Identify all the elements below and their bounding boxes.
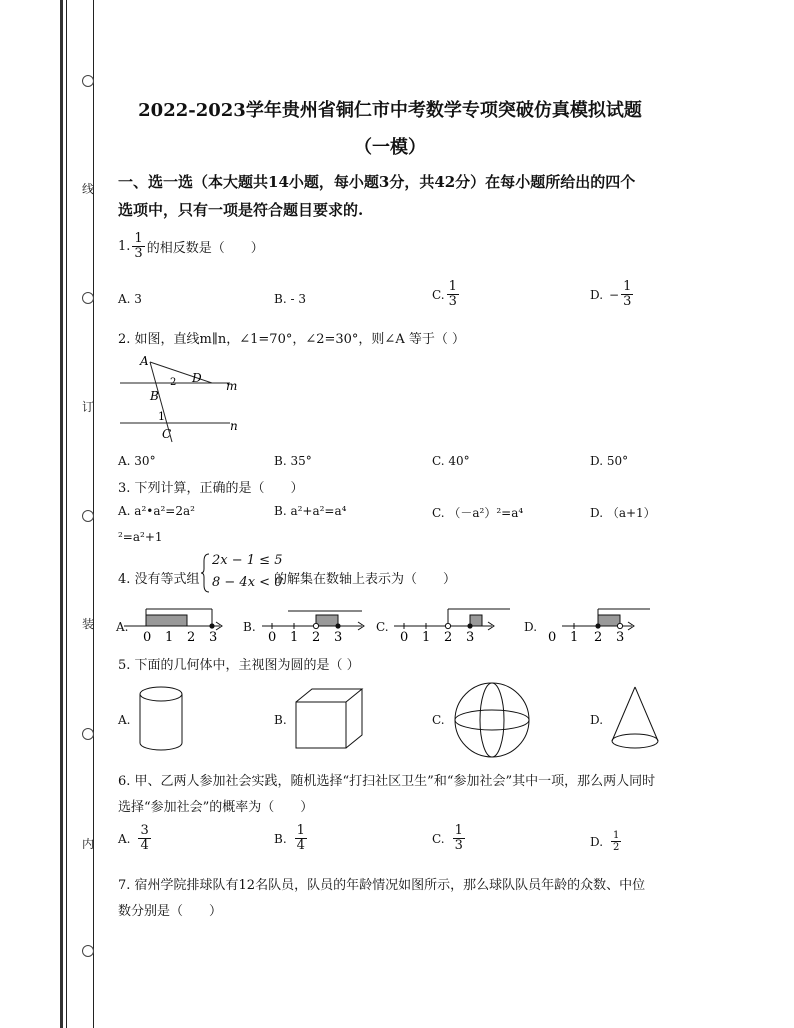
binding-hole bbox=[82, 945, 94, 957]
section-header-cont: 选项中，只有一项是符合题目要求的. bbox=[118, 201, 364, 219]
tick-label: 2 bbox=[444, 630, 453, 645]
parallel-lines-figure bbox=[112, 350, 252, 445]
numerator: 1 bbox=[623, 279, 632, 294]
margin-char: 订 bbox=[82, 400, 95, 414]
question-number: 1. bbox=[118, 239, 131, 255]
exam-subtitle: （一模） bbox=[354, 137, 426, 158]
exam-title: 2022-2023学年贵州省铜仁市中考数学专项突破仿真模拟试题 bbox=[138, 100, 642, 121]
tick-label: 3 bbox=[209, 630, 218, 645]
inequality-2: 8 − 4x < 0 bbox=[212, 575, 283, 590]
tick-label: 2 bbox=[594, 630, 603, 645]
question-4-suffix: 的解集在数轴上表示为（ ） bbox=[274, 572, 457, 587]
numerator: 3 bbox=[140, 823, 149, 838]
option-c[interactable]: C. （－a²）²=a⁴ bbox=[432, 506, 524, 520]
tick-label: 0 bbox=[268, 630, 277, 645]
tick-label: 1 bbox=[570, 630, 579, 645]
label-n: n bbox=[230, 419, 238, 433]
question-2: 2. 如图，直线m∥n，∠1=70°，∠2=30°，则∠A 等于（ ） bbox=[118, 332, 465, 347]
question-6-cont: 选择“参加社会”的概率为（ ） bbox=[118, 800, 314, 815]
fraction bbox=[453, 824, 465, 854]
question-text: 的相反数是（ ） bbox=[146, 241, 264, 257]
option-label: C. bbox=[432, 287, 445, 302]
option-label: B. bbox=[274, 831, 287, 846]
option-a[interactable]: A. 30° bbox=[118, 454, 156, 468]
option-d-cont: ²=a²+1 bbox=[118, 530, 163, 544]
option-b[interactable] bbox=[274, 824, 309, 854]
option-a[interactable]: A. bbox=[118, 713, 131, 727]
numerator: 1 bbox=[448, 279, 457, 294]
option-a[interactable] bbox=[118, 824, 153, 854]
option-d[interactable]: D. 50° bbox=[590, 454, 629, 468]
option-b[interactable]: B. a²+a²=a⁴ bbox=[274, 504, 347, 518]
cylinder-icon bbox=[136, 684, 188, 756]
fraction bbox=[621, 280, 633, 310]
tick-label: 3 bbox=[466, 630, 475, 645]
denominator: 2 bbox=[613, 842, 620, 853]
denominator: 3 bbox=[454, 838, 463, 854]
option-b[interactable]: B. bbox=[274, 713, 287, 727]
option-d[interactable]: D. bbox=[524, 620, 538, 634]
option-c[interactable]: C. 40° bbox=[432, 454, 470, 468]
denominator: 3 bbox=[134, 246, 143, 262]
brace-icon bbox=[200, 553, 212, 593]
cube-icon bbox=[292, 686, 366, 752]
question-3: 3. 下列计算，正确的是（ ） bbox=[118, 481, 304, 496]
tick-label: 2 bbox=[187, 630, 196, 645]
binding-hole bbox=[82, 510, 94, 522]
open-dot-icon bbox=[313, 623, 318, 628]
label-m: m bbox=[226, 379, 238, 393]
open-dot-icon bbox=[617, 623, 622, 628]
tick-label: 1 bbox=[422, 630, 431, 645]
margin-char: 装 bbox=[82, 617, 95, 631]
angle-2-label: 2 bbox=[170, 377, 177, 388]
option-label: D. bbox=[590, 834, 604, 849]
fraction bbox=[447, 280, 459, 310]
binding-hole bbox=[82, 75, 94, 87]
question-7: 7. 宿州学院排球队有12名队员，队员的年龄情况如图所示，那么球队队员年龄的众数、中位 bbox=[118, 878, 646, 893]
label-d: D bbox=[192, 371, 202, 385]
tick-label: 1 bbox=[290, 630, 299, 645]
option-a[interactable]: A. 3 bbox=[118, 292, 142, 306]
margin-rule bbox=[60, 0, 63, 1028]
fraction bbox=[611, 830, 621, 853]
fraction bbox=[138, 824, 150, 854]
question-4-prefix: 4. 没有等式组 bbox=[118, 572, 200, 587]
margin-rule bbox=[66, 0, 67, 1028]
option-a[interactable]: A. a²•a²=2a² bbox=[118, 504, 195, 518]
question-7-cont: 数分别是（ ） bbox=[118, 904, 223, 919]
numerator: 1 bbox=[454, 823, 463, 838]
solid-dot-icon bbox=[595, 623, 600, 628]
numerator: 1 bbox=[296, 823, 305, 838]
binding-hole bbox=[82, 728, 94, 740]
tick-label: 3 bbox=[616, 630, 625, 645]
segment-ad bbox=[150, 362, 212, 383]
angle-1-label: 1 bbox=[158, 410, 165, 423]
denominator: 4 bbox=[296, 838, 305, 854]
denominator: 4 bbox=[140, 838, 149, 854]
label-c: C bbox=[162, 427, 172, 441]
tick-label: 0 bbox=[143, 630, 152, 645]
option-c[interactable] bbox=[432, 824, 467, 854]
solid-dot-icon bbox=[209, 623, 214, 628]
option-label: A. bbox=[118, 831, 131, 846]
label-a: A bbox=[140, 354, 149, 368]
sphere-icon bbox=[452, 680, 534, 760]
fraction bbox=[295, 824, 307, 854]
numerator: 1 bbox=[613, 830, 620, 841]
tick-label: 1 bbox=[165, 630, 174, 645]
margin-char: 线 bbox=[82, 182, 95, 196]
number-line-c bbox=[392, 603, 516, 643]
tick-label: 0 bbox=[548, 630, 557, 645]
option-b[interactable]: B. 35° bbox=[274, 454, 312, 468]
number-line-d bbox=[540, 603, 654, 643]
denominator: 3 bbox=[623, 294, 632, 310]
option-a[interactable]: A. bbox=[116, 620, 129, 634]
label-b: B bbox=[150, 389, 159, 403]
solid-dot-icon bbox=[467, 623, 472, 628]
option-d[interactable]: D. （a+1） bbox=[590, 506, 656, 520]
question-6: 6. 甲、乙两人参加社会实践，随机选择“打扫社区卫生”和“参加社会”其中一项，那么两人同时 bbox=[118, 774, 656, 789]
question-1 bbox=[118, 232, 264, 262]
binding-hole bbox=[82, 292, 94, 304]
tick-label: 2 bbox=[312, 630, 321, 645]
open-dot-icon bbox=[445, 623, 450, 628]
question-5: 5. 下面的几何体中，主视图为圆的是（ ） bbox=[118, 658, 360, 673]
option-d[interactable]: D. bbox=[590, 713, 604, 727]
option-label: D. bbox=[590, 287, 604, 302]
inequality-1: 2x − 1 ≤ 5 bbox=[212, 553, 283, 568]
option-c[interactable]: C. bbox=[432, 713, 445, 727]
option-c[interactable]: C. bbox=[376, 620, 389, 634]
option-d[interactable] bbox=[590, 280, 635, 310]
number-line-b bbox=[260, 603, 370, 643]
cone-icon bbox=[608, 684, 662, 756]
fraction bbox=[132, 232, 144, 262]
margin-char: 内 bbox=[82, 837, 95, 851]
option-d[interactable] bbox=[590, 830, 623, 853]
section-header: 一、选一选（本大题共14小题，每小题3分，共42分）在每小题所给出的四个 bbox=[118, 173, 636, 191]
option-b[interactable]: B. - 3 bbox=[274, 292, 306, 306]
denominator: 3 bbox=[448, 294, 457, 310]
option-b[interactable]: B. bbox=[243, 620, 256, 634]
option-c[interactable] bbox=[432, 280, 461, 310]
numerator: 1 bbox=[134, 231, 143, 246]
solid-dot-icon bbox=[335, 623, 340, 628]
option-label: C. bbox=[432, 831, 445, 846]
minus-sign: − bbox=[609, 287, 620, 302]
tick-label: 3 bbox=[334, 630, 343, 645]
number-line-a bbox=[124, 603, 228, 643]
tick-label: 0 bbox=[400, 630, 409, 645]
